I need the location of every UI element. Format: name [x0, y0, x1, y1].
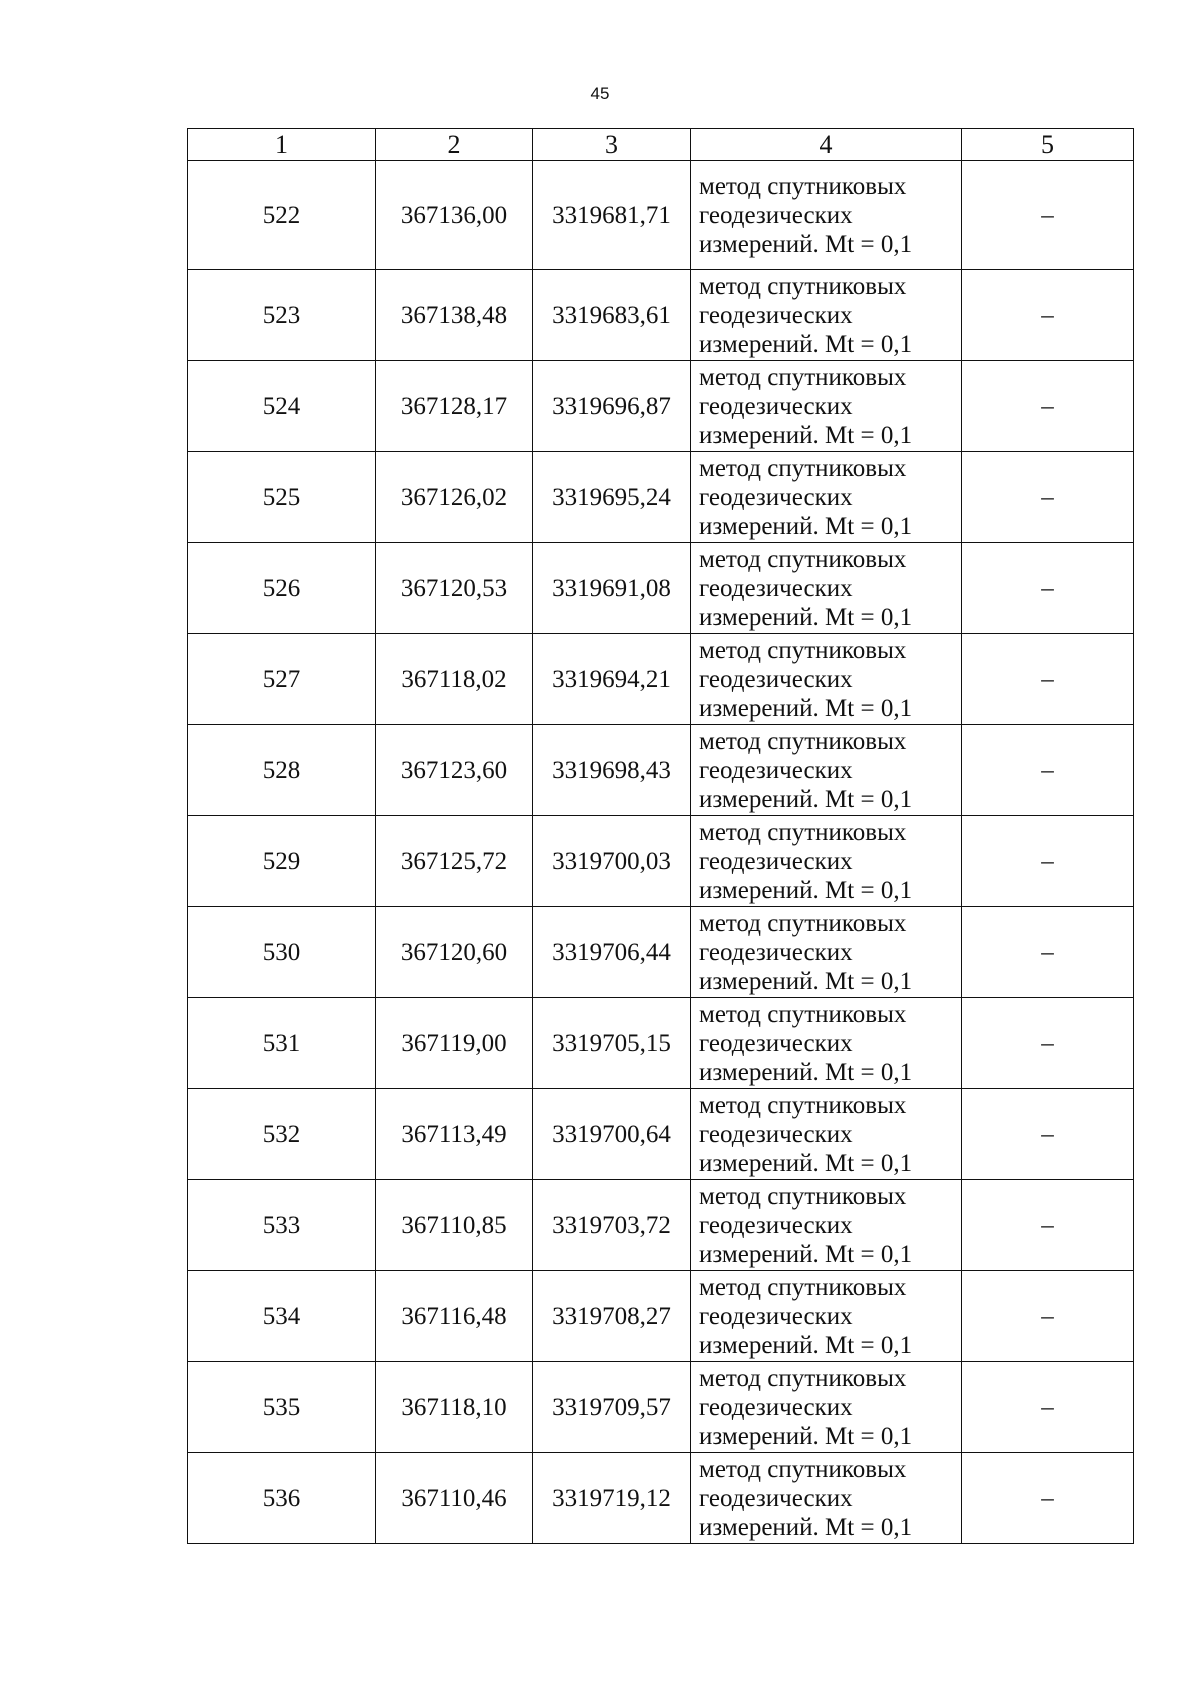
- y-coordinate-cell: 3319700,64: [533, 1089, 691, 1180]
- point-cell: 522: [188, 161, 376, 270]
- note-cell: –: [962, 361, 1134, 452]
- table-row: [188, 1089, 1134, 1180]
- x-coordinate-cell: 367113,49: [376, 1089, 533, 1180]
- method-line: метод спутниковых: [699, 636, 907, 664]
- x-coordinate-cell: 367119,00: [376, 998, 533, 1089]
- table-row: [188, 161, 1134, 270]
- header-col-4: 4: [691, 129, 962, 161]
- method-line: геодезических: [699, 1302, 853, 1330]
- method-line: метод спутниковых: [699, 363, 907, 391]
- method-line: измерений. Mt = 0,1: [699, 1513, 913, 1541]
- table-body: [188, 161, 1134, 1544]
- method-line: измерений. Mt = 0,1: [699, 421, 913, 449]
- method-line: измерений. Mt = 0,1: [699, 1240, 913, 1268]
- point-cell: 527: [188, 634, 376, 725]
- header-row: [188, 129, 1134, 161]
- page-number: 45: [590, 84, 610, 103]
- y-coordinate-cell: 3319695,24: [533, 452, 691, 543]
- x-coordinate-cell: 367136,00: [376, 161, 533, 270]
- method-line: метод спутниковых: [699, 818, 907, 846]
- y-coordinate-cell: 3319700,03: [533, 816, 691, 907]
- method-cell: [691, 1180, 962, 1271]
- x-coordinate-cell: 367126,02: [376, 452, 533, 543]
- method-cell: [691, 543, 962, 634]
- method-line: метод спутниковых: [699, 272, 907, 300]
- table-row: [188, 1271, 1134, 1362]
- x-coordinate-cell: 367120,53: [376, 543, 533, 634]
- note-cell: –: [962, 1453, 1134, 1544]
- method-line: измерений. Mt = 0,1: [699, 1149, 913, 1177]
- method-cell: [691, 1362, 962, 1453]
- y-coordinate-cell: 3319708,27: [533, 1271, 691, 1362]
- table-row: [188, 1362, 1134, 1453]
- method-line: метод спутниковых: [699, 909, 907, 937]
- method-line: метод спутниковых: [699, 1455, 907, 1483]
- method-cell: [691, 725, 962, 816]
- method-line: геодезических: [699, 201, 853, 229]
- point-cell: 531: [188, 998, 376, 1089]
- table-row: [188, 998, 1134, 1089]
- point-cell: 532: [188, 1089, 376, 1180]
- table-row: [188, 725, 1134, 816]
- x-coordinate-cell: 367110,85: [376, 1180, 533, 1271]
- method-line: измерений. Mt = 0,1: [699, 1331, 913, 1359]
- note-cell: –: [962, 725, 1134, 816]
- method-cell: [691, 452, 962, 543]
- note-cell: –: [962, 634, 1134, 725]
- y-coordinate-cell: 3319709,57: [533, 1362, 691, 1453]
- method-line: геодезических: [699, 301, 853, 329]
- note-cell: –: [962, 161, 1134, 270]
- method-line: геодезических: [699, 1120, 853, 1148]
- method-cell: [691, 161, 962, 270]
- y-coordinate-cell: 3319705,15: [533, 998, 691, 1089]
- point-cell: 529: [188, 816, 376, 907]
- x-coordinate-cell: 367110,46: [376, 1453, 533, 1544]
- y-coordinate-cell: 3319694,21: [533, 634, 691, 725]
- method-line: измерений. Mt = 0,1: [699, 876, 913, 904]
- x-coordinate-cell: 367118,10: [376, 1362, 533, 1453]
- method-line: геодезических: [699, 1029, 853, 1057]
- method-line: метод спутниковых: [699, 727, 907, 755]
- method-line: геодезических: [699, 665, 853, 693]
- x-coordinate-cell: 367128,17: [376, 361, 533, 452]
- method-line: геодезических: [699, 574, 853, 602]
- point-cell: 523: [188, 270, 376, 361]
- table-row: [188, 270, 1134, 361]
- table-row: [188, 1453, 1134, 1544]
- note-cell: –: [962, 1362, 1134, 1453]
- header-col-3: 3: [533, 129, 691, 161]
- table-row: [188, 907, 1134, 998]
- method-line: метод спутниковых: [699, 454, 907, 482]
- header-col-1: 1: [188, 129, 376, 161]
- method-cell: [691, 1089, 962, 1180]
- header-col-5: 5: [962, 129, 1134, 161]
- y-coordinate-cell: 3319706,44: [533, 907, 691, 998]
- method-line: геодезических: [699, 392, 853, 420]
- method-cell: [691, 1453, 962, 1544]
- method-line: метод спутниковых: [699, 1000, 907, 1028]
- note-cell: –: [962, 270, 1134, 361]
- note-cell: –: [962, 998, 1134, 1089]
- table-row: [188, 361, 1134, 452]
- note-cell: –: [962, 543, 1134, 634]
- table-row: [188, 816, 1134, 907]
- point-cell: 533: [188, 1180, 376, 1271]
- point-cell: 534: [188, 1271, 376, 1362]
- method-cell: [691, 634, 962, 725]
- method-line: геодезических: [699, 1211, 853, 1239]
- point-cell: 525: [188, 452, 376, 543]
- table-row: [188, 543, 1134, 634]
- method-line: геодезических: [699, 756, 853, 784]
- note-cell: –: [962, 452, 1134, 543]
- method-line: измерений. Mt = 0,1: [699, 694, 913, 722]
- method-line: измерений. Mt = 0,1: [699, 967, 913, 995]
- method-line: измерений. Mt = 0,1: [699, 512, 913, 540]
- y-coordinate-cell: 3319696,87: [533, 361, 691, 452]
- method-line: метод спутниковых: [699, 172, 907, 200]
- x-coordinate-cell: 367123,60: [376, 725, 533, 816]
- method-line: геодезических: [699, 847, 853, 875]
- point-cell: 528: [188, 725, 376, 816]
- method-cell: [691, 816, 962, 907]
- method-line: измерений. Mt = 0,1: [699, 1058, 913, 1086]
- x-coordinate-cell: 367125,72: [376, 816, 533, 907]
- method-line: измерений. Mt = 0,1: [699, 230, 913, 258]
- point-cell: 524: [188, 361, 376, 452]
- method-cell: [691, 998, 962, 1089]
- method-cell: [691, 361, 962, 452]
- method-line: метод спутниковых: [699, 545, 907, 573]
- method-line: геодезических: [699, 1484, 853, 1512]
- x-coordinate-cell: 367138,48: [376, 270, 533, 361]
- y-coordinate-cell: 3319683,61: [533, 270, 691, 361]
- note-cell: –: [962, 816, 1134, 907]
- y-coordinate-cell: 3319698,43: [533, 725, 691, 816]
- method-line: метод спутниковых: [699, 1273, 907, 1301]
- y-coordinate-cell: 3319719,12: [533, 1453, 691, 1544]
- method-line: измерений. Mt = 0,1: [699, 330, 913, 358]
- point-cell: 530: [188, 907, 376, 998]
- x-coordinate-cell: 367118,02: [376, 634, 533, 725]
- coordinates-table: [187, 128, 1134, 1544]
- point-cell: 526: [188, 543, 376, 634]
- method-line: измерений. Mt = 0,1: [699, 603, 913, 631]
- note-cell: –: [962, 1089, 1134, 1180]
- y-coordinate-cell: 3319691,08: [533, 543, 691, 634]
- method-line: метод спутниковых: [699, 1364, 907, 1392]
- point-cell: 536: [188, 1453, 376, 1544]
- method-cell: [691, 270, 962, 361]
- method-cell: [691, 1271, 962, 1362]
- method-line: геодезических: [699, 938, 853, 966]
- method-line: геодезических: [699, 1393, 853, 1421]
- method-cell: [691, 907, 962, 998]
- method-line: метод спутниковых: [699, 1091, 907, 1119]
- note-cell: –: [962, 1180, 1134, 1271]
- header-col-2: 2: [376, 129, 533, 161]
- method-line: геодезических: [699, 483, 853, 511]
- point-cell: 535: [188, 1362, 376, 1453]
- y-coordinate-cell: 3319681,71: [533, 161, 691, 270]
- x-coordinate-cell: 367116,48: [376, 1271, 533, 1362]
- table-row: [188, 1180, 1134, 1271]
- method-line: измерений. Mt = 0,1: [699, 1422, 913, 1450]
- table-row: [188, 452, 1134, 543]
- table-row: [188, 634, 1134, 725]
- y-coordinate-cell: 3319703,72: [533, 1180, 691, 1271]
- x-coordinate-cell: 367120,60: [376, 907, 533, 998]
- method-line: измерений. Mt = 0,1: [699, 785, 913, 813]
- note-cell: –: [962, 907, 1134, 998]
- method-line: метод спутниковых: [699, 1182, 907, 1210]
- note-cell: –: [962, 1271, 1134, 1362]
